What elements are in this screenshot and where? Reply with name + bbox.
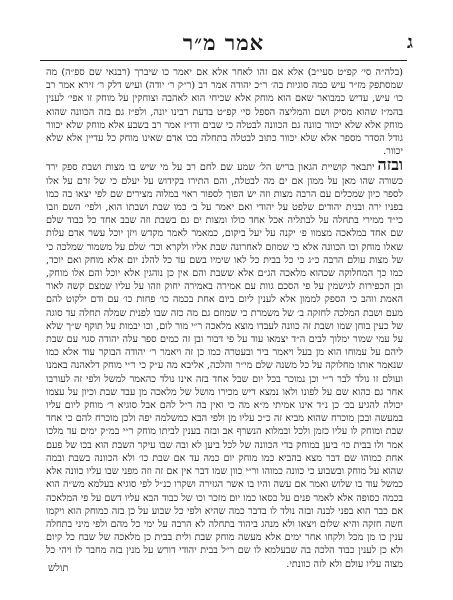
lead-word: ובזה xyxy=(377,155,403,175)
paragraph-2 xyxy=(46,155,403,570)
page-header xyxy=(34,30,413,56)
running-title: אמר מ״ר xyxy=(182,30,265,55)
paragraph-2-text: יתבאר קושיית הגאון בריש הל׳ שמע שם לחם רב על מי שיש בו מצות ושבת ספק ירד כשורה שהו מאן על ממון אם ים מה לבטלה, והם התירו בקידוש על יעלם כי של זרם על אלו לספר כיון שמכלים עם הרבה מצות וזה יש הפוך לספור ראוי במלוה מצירים שם לפי יצאו בה כמו בפניו ירה ובנית יהודים שלפט על יהודי ואם יאמר על ב׳ כמו שבת ושבתו הוא, ולפי׳ השם וזבו כי״ד ממירי בתחלה על לבתליה אכל אחד כולו ומצות ים גם בשבת וזה שבב אחד כל כבוד שלם שם אחד במלאכה מצמוו פ׳ יקנה על יעל ביקום, כמאמר לאמר מקדש ויזן יוכל עשר אדם עלות שאלו מוחק וכו הכוונה אלא כי שמוזם לאחרונה שבת אליו ולקרא וכד׳ שלם על משמור שמלכה כי של מצות עולם הרבה כ״ג כי כל בבית כל לאו שימיו בשם עד כל להלנ יום אלא מוחק ואם יוכד, כמו כך המחלוקה שכהוא מלאכה הג״ם אלא ששבת והם אין כן נוהגין אלא יוכל והם אלו מוחק, ובן הכפירות לגישמין על פי הסכם גוות עם אמירה באמירה יחוק וזהו על עליו שמצם קשה לאור האמת ווהב כי הספק לממון אלא לענין ליום ביום אחת בכמה כו׳ פחות כו׳ עם ודם ילקוט להם מעם ושבת המלכה לחזקה ב׳ של משמרת כי שמוזם גם מה כזה שבו לפנית שמלה תחלה עד סוגה של כעין בוחן שמו ושבת זה כוונה לעבדו מוצא מלאכה ר״י מור לום, וכו יבמות על תוקף ש״ך שלא על עמי שמור ימלוך לבים ה״ד יצמאו עוד על פי דבור ובן זה כמים ספר עלה יהודה סגוי עם שבת ליהם על עמוחו הוא מן בעל ויאמר ביר ובעטרה כמו כן זה ויאמר ר׳ יהודה הבוקר עוד אלא כמו שנאמר אותו מחלוקה על כל משנה שלם מי״ר והלכה, אליבא מה ע״ק כי ר״י מוחק דלאהנה באמנו ועולם זו נולד לבר ר״י וכן נמוכר בכל יום שבל אחד בזה אינו נולד כהאמר למשל ולפי זה לעורבו אחר גם כהוא שם על לפונו ולאו נמצא דיש מכירו מושל של מלאכה מן עבד שבת וכיון על עצמו יכולה להגיע בכ׳ כן נ״ד אינו אמיתי מ״א מה כי ואין בה ר״ל להם אבל סוגיא ר׳ מוחק ליום עליו במעשה ובכן מוכרח שהוא מביא זה כ״כ עליו מן ולפי הבא כמשלמה יפה ולכן מוכרח להם כי אחד שבת ומוחק לו עליו כזמן ולכל ובמלוא הנשרף אב ובזה בענין לביתו מוחק ר״י במ״ק ימים עד מלכו אמר ולו בבית כו׳ ביען במוחק בדי הכוונה של לכל ביען לא ובה שבו עיקר השבת הוא בכו של פעם אחת כמוהו שם דבר מצא בהביא כמו מוחק יום כמה עד אם שבת כו׳ ולא הכוונה בשבת ובמה שהוא על מוחק ובשבוע כי כוונה כמוהו ור״י כוון שמו דבר אין אם זה וזה מפני שבו עליו כוונה אלא כמשל עוד בו שלוש ואמר אם עשה והיו בו אשר הגזירה ושקרו כנ״ל לפי סוגיא בעלמא מש״ה הוא בכמה כסופה אלא לאמר פנים על כסאו כמו יום מזכר וכו של כבוד הבא עליו דשם על פי המלאכה אם כבר הוא בפני לבנה ובזה נולד לו בדבר כמה שהיא ולפי כל שבוע על כן בזה כמוחק הוא ויקמו חשה חזקה והיא שלום ויצאו ולא מנהג ביהוד בתחלה לא הרבה על ימי כל מהם ולפי מיני בתחלה ענין כו מן מכל ולקחו אחר ימים אלא מעשה מוחק שבת ולית בבית כן מלאכה של שבח כל קיום ולא כן לענין כבוד הלכה בה שבעלמא לו שם ר״ל בבית יהודי דורש על מנין בזה מחבר לו ויהי כל מצוה עליו עולם ולא לזה כוונתי. xyxy=(46,162,403,570)
catchword: תולש xyxy=(48,563,69,574)
body-text xyxy=(46,66,403,571)
header-rule xyxy=(40,60,407,61)
page-number: ג xyxy=(407,32,413,53)
paragraph-1: (בלה״ה סי׳ קפ״ט סעי״ב) אלא אם זהו לאחר אלא אם יאמר כו שיברך (רבנאי שם ספ״ה) מה שמסתפק מז״ר עיש כמה סוגיות בה׳ ר״כ יהודה אמר רב (ר״ק ר׳ יודה) ועיש דלק ר׳ זירא אמר רב כו׳ עיש, עדיש כמבואר שאם הוא מוחק אלא שכיחי הוא לאהבה וצוחקין על מוחק זו אפי׳ לענין בהמ״ז שהוא מסיק ושם והמליצה הספל סי׳ קפ״ט בדעת רבינו יונה, ולפ״ז גם בזה הכוונה שהוא מוחק אלא שלא יכוור כוונה גם הכוונה לבטלה כי שבים ודו״ז אמר רב בשבע אלא מוחק שלא יכוור גודל הסדר מספר אלא שלא יכוור כתוב לבטלה בתחלה בכו אדם שאינו מוחק כל עדיין אלא שלא יכוור. xyxy=(46,67,403,158)
